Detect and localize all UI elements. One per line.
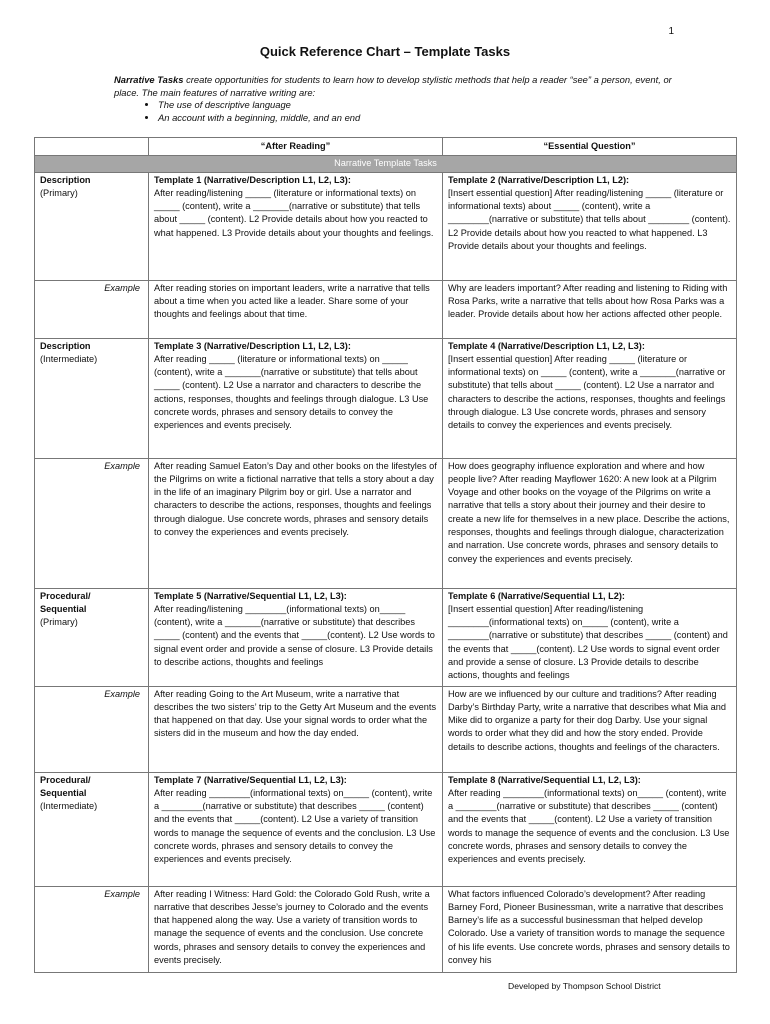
row-label-procedural-primary: Procedural/ Sequential (Primary) (35, 588, 149, 686)
col-header-essential-question: “Essential Question” (443, 138, 737, 156)
intro-bullets (114, 99, 674, 124)
template-5-cell: Template 5 (Narrative/Sequential L1, L2, L3): After reading/listening ________(informational texts) on_____ (content), write a _______(narrative or substitute) that describes _____ (content) and the events that _____(content). L2 Use words to signal event order and provide a sense of closure. L3 Provide details to describe actions, thoughts and feelings (149, 588, 443, 686)
template-4-cell: Template 4 (Narrative/Description L1, L2, L3): [Insert essential question] After reading _____ (literature or informational texts) on _____ (content), write a _______(narrative or substitute) that tells about _____ (content). L2 Use a narrator and characters to describe the actions, responses, thoughts and feelings through dialogue. L3 Use concrete words, phrases and sensory details to convey the experiences and events precisely. (443, 338, 737, 458)
row-label-procedural-intermediate: Procedural/ Sequential (Intermediate) (35, 772, 149, 886)
example-label: Example (35, 886, 149, 972)
example-3-cell: After reading Samuel Eaton’s Day and other books on the lifestyles of the Pilgrims on write a fictional narrative that tells a story about a day in the life of an imaginary Pilgrim boy or girl. Use a narrator and characters to describe the actions, responses, thoughts and feelings through dialogue. Use concrete words, phrases and sensory details to convey the experiences and events precisely. (149, 458, 443, 588)
example-label: Example (35, 686, 149, 772)
page-title: Quick Reference Chart – Template Tasks (259, 44, 511, 59)
example-label: Example (35, 458, 149, 588)
template-1-cell: Template 1 (Narrative/Description L1, L2, L3): After reading/listening _____ (literature or informational texts) on _____ (content), write a _______(narrative or substitute) that tells about _____ (content). L2 Provide details about how you reacted to what happened. L3 Provide details about your thoughts and feelings. (149, 172, 443, 280)
col-header-after-reading: “After Reading” (149, 138, 443, 156)
intro-paragraph (114, 74, 674, 124)
intro-lead-text: create opportunities for students to learn how to develop stylistic methods that help a reader “see” a person, event, or place. The main features of narrative writing are: (114, 74, 672, 98)
section-banner: Narrative Template Tasks (35, 156, 737, 172)
template-6-cell: Template 6 (Narrative/Sequential L1, L2): [Insert essential question] After reading/listening ________(informational texts) on_____ (content), write a ________(narrative or substitute) that describes _____ (content) and the events that _____(content). L2 Use words to signal event order and provide a sense of closure. L3 Provide details to describe actions, thoughts and feelings (443, 588, 737, 686)
template-3-cell: Template 3 (Narrative/Description L1, L2, L3): After reading _____ (literature or informational texts) on _____ (content), write a _______(narrative or substitute) that tells about _____ (content). L2 Use a narrator and characters to describe the actions, responses, thoughts and feelings through dialogue. L3 Use concrete words, phrases and sensory details to convey the experiences and events precisely. (149, 338, 443, 458)
footer-credit: Developed by Thompson School District (508, 981, 661, 991)
example-6-cell: How are we influenced by our culture and traditions? After reading Darby’s Birthday Party, write a narrative that describes what Mia and Mike did to organize a party for their dog Darby. Use your signal words to order what they did and how the story ended. Provide details to describe actions, thoughts and feelings of the characters. (443, 686, 737, 772)
row-label-description-intermediate: Description (Intermediate) (35, 338, 149, 458)
example-7-cell: After reading I Witness: Hard Gold: the Colorado Gold Rush, write a narrative that describes Jesse’s journey to Colorado and the events that happened along the way. Use a variety of transition words to manage the sequence of events and the conclusion. Use concrete words, phrases and sensory details to convey the experiences and events precisely. (149, 886, 443, 972)
example-label: Example (35, 280, 149, 338)
example-2-cell: Why are leaders important? After reading and listening to Riding with Rosa Parks, write a narrative that tells about how Rosa Parks was a leader. Provide details about how her actions affected other people. (443, 280, 737, 338)
page-number: 1 (668, 26, 674, 37)
template-7-cell: Template 7 (Narrative/Sequential L1, L2, L3): After reading ________(informational texts) on_____ (content), write a ________(narrative or substitute) that describes _____ (content) and the events that _____(content). L2 Use a variety of transition words to manage the sequence of events and the conclusion. L3 Use concrete words, phrases and sensory details to convey the experiences and events precisely. (149, 772, 443, 886)
header-blank (35, 138, 149, 156)
row-label-description-primary: Description (Primary) (35, 172, 149, 280)
example-8-cell: What factors influenced Colorado’s development? After reading Barney Ford, Pioneer Businessman, write a narrative that describes Barney’s life as a successful businessman that helped develop Colorado. Use a variety of transition words to manage the sequence of his life events. Use concrete words, phrases and sensory details to convey his (443, 886, 737, 972)
template-2-cell: Template 2 (Narrative/Description L1, L2): [Insert essential question] After reading/listening _____ (literature or informational texts) about _____ (content), write a ________(narrative or substitute) that tells about ________ (content). L2 Provide details about how you reacted to what happened. L3 Provide details about your thoughts and feelings. (443, 172, 737, 280)
intro-bullet: • An account with a beginning, middle, and an end (158, 112, 674, 125)
example-1-cell: After reading stories on important leaders, write a narrative that tells about a time when you acted like a leader. Share some of your thoughts and feelings about that time. (149, 280, 443, 338)
intro-lead-term: Narrative Tasks (114, 74, 184, 85)
example-4-cell: How does geography influence exploration and where and how people live? After reading Mayflower 1620: A new look at a Pilgrim Voyage and other books on the voyage of the Pilgrims on write a narrative that tells a story about their journey and their desire to create a new life for themselves in a new place. Describe the actions, responses, thoughts and feelings through dialogue, characterization and narration. Use concrete words, phrases and sensory details to convey the experiences and events precisely. (443, 458, 737, 588)
template-8-cell: Template 8 (Narrative/Sequential L1, L2, L3): After reading ________(informational texts) on_____ (content), write a ________(narrative or substitute) that describes _____ (content) and the events that _____(content). L2 Use a variety of transition words to manage the sequence of events and the conclusion. L3 Use concrete words, phrases and sensory details to convey the experiences and events precisely. (443, 772, 737, 886)
example-5-cell: After reading Going to the Art Museum, write a narrative that describes the two sisters’ trip to the Getty Art Museum and the events that happened on that day. Use your signal words to order what the sisters did in the museum and how the day ended. (149, 686, 443, 772)
template-table (34, 137, 737, 973)
intro-bullet: • The use of descriptive language (158, 99, 674, 112)
